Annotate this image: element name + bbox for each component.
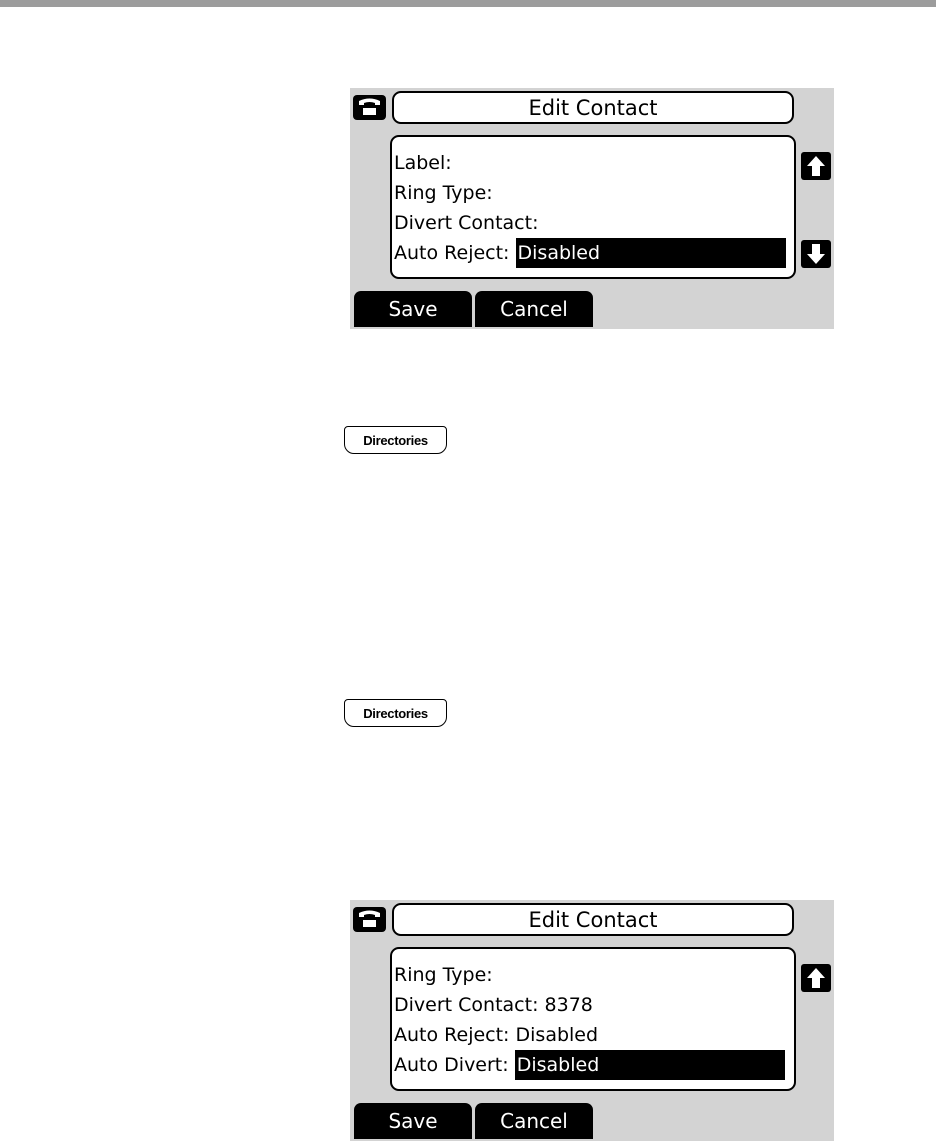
list-item-label[interactable] xyxy=(392,148,794,178)
handset-icon xyxy=(353,95,386,120)
field-label: Ring Type: xyxy=(394,964,493,986)
field-value: 8378 xyxy=(544,994,593,1016)
list-item-auto-divert[interactable] xyxy=(392,1050,794,1080)
handset-icon xyxy=(353,907,386,932)
field-value: Disabled xyxy=(515,1024,599,1046)
list-item-ring-type[interactable] xyxy=(392,178,794,208)
directories-key[interactable]: Directories xyxy=(344,699,447,727)
phone-screen-edit-contact-2 xyxy=(350,900,834,1141)
page-top-rule xyxy=(0,0,936,7)
list-item-auto-reject[interactable] xyxy=(392,238,794,268)
field-label: Divert Contact: xyxy=(394,994,539,1016)
up-arrow-icon[interactable] xyxy=(801,964,831,992)
down-arrow-icon[interactable] xyxy=(801,240,831,268)
phone-screen-edit-contact-1 xyxy=(350,88,834,329)
screen-title: Edit Contact xyxy=(392,903,794,936)
field-label: Label: xyxy=(394,152,452,174)
cancel-button[interactable]: Cancel xyxy=(475,1103,593,1139)
directories-key[interactable]: Directories xyxy=(344,426,447,454)
screen-title: Edit Contact xyxy=(392,91,794,124)
save-button[interactable]: Save xyxy=(354,291,472,327)
field-value-selected[interactable]: Disabled xyxy=(515,1050,785,1080)
list-item-divert-contact[interactable] xyxy=(392,990,794,1020)
field-label: Auto Divert: xyxy=(394,1054,509,1076)
field-list xyxy=(390,135,796,279)
list-item-ring-type[interactable] xyxy=(392,960,794,990)
field-label: Auto Reject: xyxy=(394,242,510,264)
field-label: Divert Contact: xyxy=(394,212,539,234)
field-list xyxy=(390,947,796,1091)
list-item-auto-reject[interactable] xyxy=(392,1020,794,1050)
field-label: Auto Reject: xyxy=(394,1024,510,1046)
save-button[interactable]: Save xyxy=(354,1103,472,1139)
up-arrow-icon[interactable] xyxy=(801,152,831,180)
list-item-divert-contact[interactable] xyxy=(392,208,794,238)
field-value-selected[interactable]: Disabled xyxy=(516,238,786,268)
cancel-button[interactable]: Cancel xyxy=(475,291,593,327)
field-label: Ring Type: xyxy=(394,182,493,204)
